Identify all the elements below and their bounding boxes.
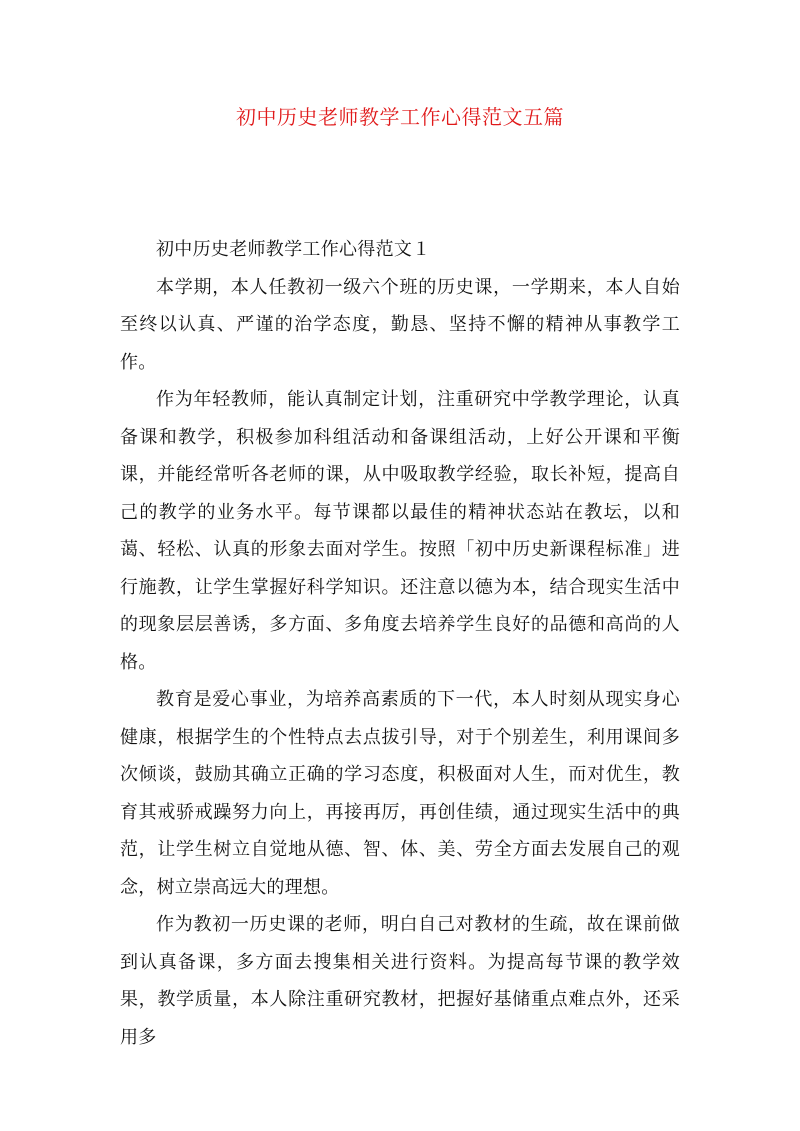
document-body	[120, 231, 680, 1056]
paragraph-1: 本学期，本人任教初一级六个班的历史课，一学期来，本人自始至终以认真、严谨的治学态度，勤恳、坚持不懈的精神从事教学工作。	[120, 276, 680, 373]
document-title: 初中历史老师教学工作心得范文五篇	[236, 105, 564, 129]
section-heading: 初中历史老师教学工作心得范文１	[156, 239, 431, 260]
paragraph-3: 教育是爱心事业，为培养高素质的下一代，本人时刻从现实身心健康，根据学生的个性特点去点拔引导，对于个别差生，利用课间多次倾谈，鼓励其确立正确的学习态度，积极面对人生，而对优生，教育其戒骄戒躁努力向上，再接再厉，再创佳绩，通过现实生活中的典范，让学生树立自觉地从德、智、体、美、劳全方面去发展自己的观念，树立崇高远大的理想。	[120, 689, 680, 898]
paragraph-2: 作为年轻教师，能认真制定计划，注重研究中学教学理论，认真备课和教学，积极参加科组活动和备课组活动，上好公开课和平衡课，并能经常听各老师的课，从中吸取教学经验，取长补短，提高自己的教学的业务水平。每节课都以最佳的精神状态站在教坛，以和蔼、轻松、认真的形象去面对学生。按照「初中历史新课程标准」进行施教，让学生掌握好科学知识。还注意以德为本，结合现实生活中的现象层层善诱，多方面、多角度去培养学生良好的品德和高尚的人格。	[120, 389, 680, 673]
paragraph-4: 作为教初一历史课的老师，明白自己对教材的生疏，故在课前做到认真备课，多方面去搜集相关进行资料。为提高每节课的教学效果，教学质量，本人除注重研究教材，把握好基储重点难点外，还采用多	[120, 914, 680, 1048]
